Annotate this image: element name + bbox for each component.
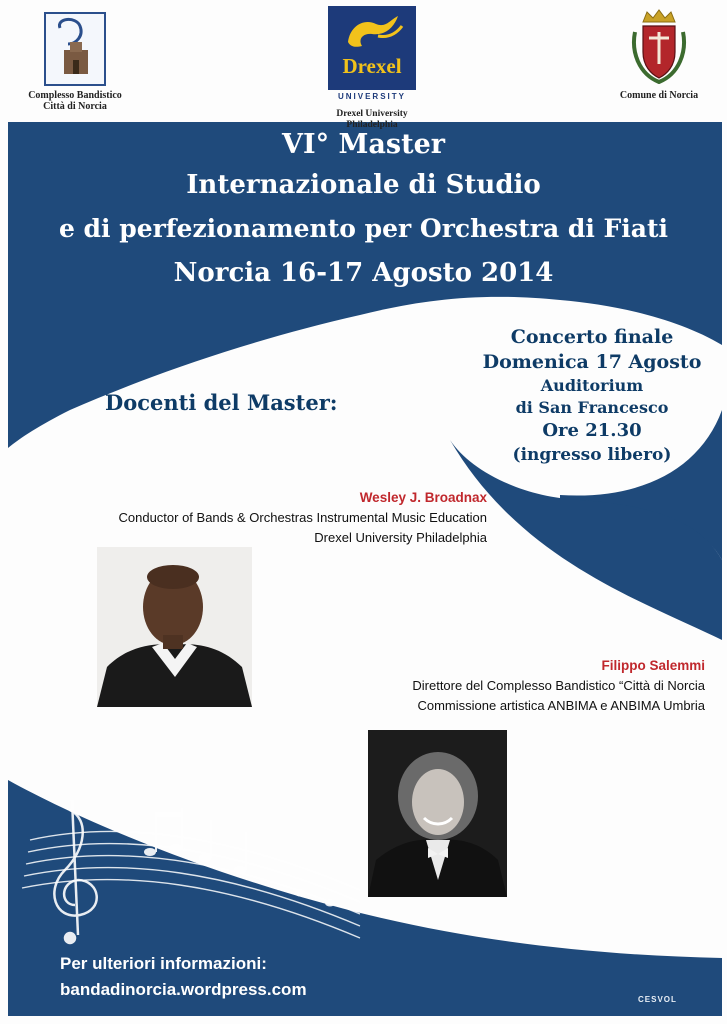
drexel-logo (310, 6, 434, 131)
drexel-caption: Drexel University Philadelphia (336, 109, 408, 130)
drexel-emblem (328, 6, 416, 90)
docenti-heading: Docenti del Master: (105, 390, 338, 415)
website-link[interactable]: bandadinorcia.wordpress.com (60, 980, 307, 999)
portrait-salemmi-image (368, 730, 507, 897)
title-dates: Norcia 16-17 Agosto 2014 (173, 258, 554, 288)
concert-venue-line1: Auditorium (540, 376, 644, 395)
teacher-name: Filippo Salemmi (601, 658, 705, 673)
concert-title: Concerto finale (510, 326, 674, 348)
teacher-role: Direttore del Complesso Bandistico “Città di Norcia (412, 678, 705, 693)
title-line3: e di perfezionamento per Orchestra di Fiati (58, 214, 669, 243)
concert-admission: (ingresso libero) (512, 445, 672, 465)
portrait-broadnax (97, 547, 252, 707)
concert-date: Domenica 17 Agosto (482, 351, 702, 373)
band-logo (20, 12, 130, 112)
portrait-broadnax-image (97, 547, 252, 707)
teacher-broadnax (118, 488, 487, 548)
title-line2: Internazionale di Studio (186, 170, 541, 200)
comune-logo (605, 8, 713, 101)
teacher-salemmi (412, 656, 705, 716)
band-caption-line1: Complesso Bandistico (28, 90, 122, 101)
portrait-salemmi (368, 730, 507, 897)
band-emblem-icon (44, 12, 106, 86)
cesvol-logo: CESVOL (638, 995, 677, 1004)
band-caption-line2: Città di Norcia (43, 101, 107, 112)
concert-info (458, 325, 726, 467)
teacher-affiliation: Commissione artistica ANBIMA e ANBIMA Umbria (417, 698, 705, 713)
teacher-affiliation: Drexel University Philadelphia (314, 530, 487, 545)
dragon-icon (328, 6, 416, 56)
coat-of-arms-icon (629, 8, 689, 84)
comune-caption: Comune di Norcia (619, 90, 699, 101)
title-line1: VI° Master (282, 129, 445, 160)
more-info-label: Per ulteriori informazioni: (60, 954, 267, 973)
teacher-role: Conductor of Bands & Orchestras Instrumental Music Education (118, 510, 487, 525)
drexel-university-label: UNIVERSITY (337, 92, 406, 101)
teacher-name: Wesley J. Broadnax (359, 490, 487, 505)
concert-time: Ore 21.30 (542, 420, 642, 441)
concert-venue-line2: di San Francesco (515, 398, 669, 417)
drexel-wordmark: Drexel (342, 54, 402, 78)
more-info (60, 951, 307, 1003)
